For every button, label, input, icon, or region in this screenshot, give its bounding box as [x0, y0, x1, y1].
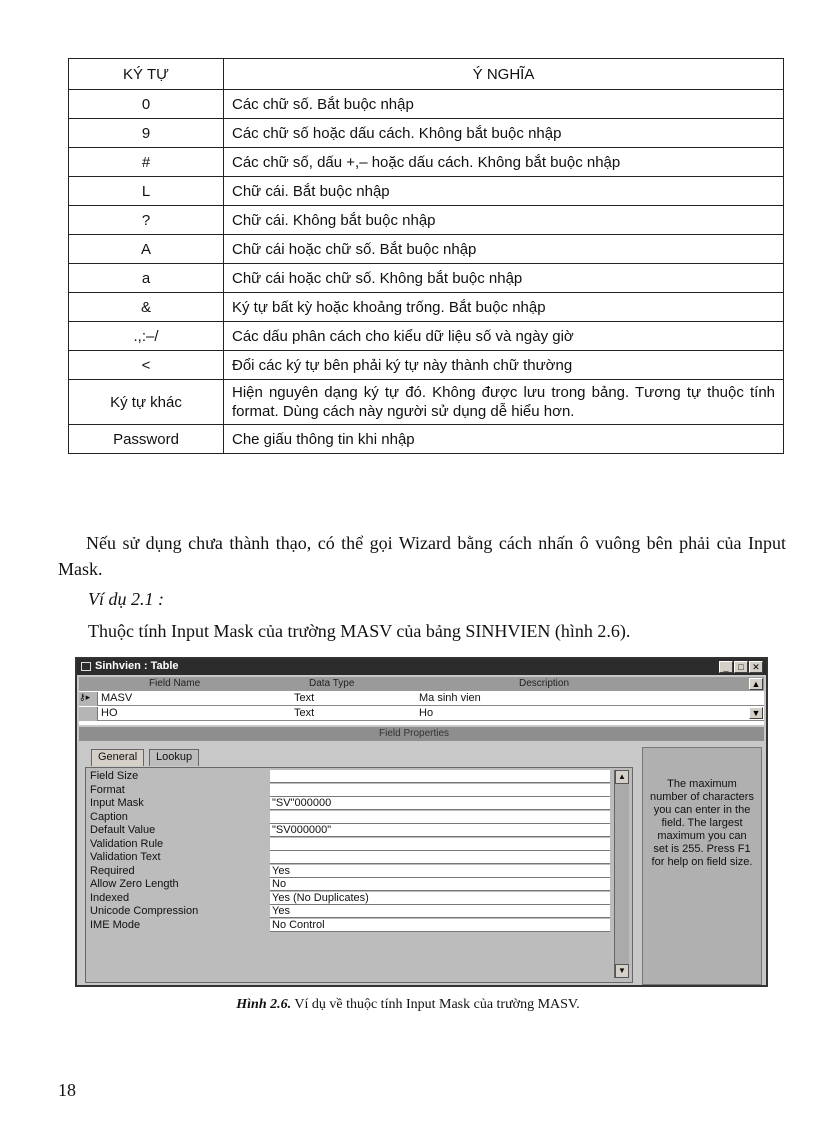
property-value[interactable]: [270, 851, 610, 864]
table-row: [69, 119, 784, 148]
close-button[interactable]: ✕: [749, 661, 763, 673]
property-label: Validation Text: [90, 851, 161, 863]
table-row: [69, 322, 784, 351]
property-label: Input Mask: [90, 797, 144, 809]
grid-row[interactable]: [79, 691, 764, 706]
grid-field-name: HO: [101, 707, 118, 719]
property-row[interactable]: [86, 838, 632, 852]
grid-scroll-down-icon[interactable]: ▼: [749, 707, 763, 719]
property-value[interactable]: No: [270, 878, 610, 891]
field-properties-bar: [79, 727, 764, 741]
property-row[interactable]: [86, 919, 632, 933]
property-label: Caption: [90, 810, 128, 823]
header-meaning: Ý NGHĨA: [224, 59, 784, 90]
grid-row[interactable]: [79, 706, 764, 721]
wizard-paragraph: Nếu sử dụng chưa thành thạo, có thể gọi Wizard bằng cách nhấn ô vuông bên phải của Input Mask.: [58, 533, 786, 579]
property-row[interactable]: [86, 865, 632, 879]
property-value[interactable]: Yes: [270, 905, 610, 918]
meaning-cell: Chữ cái. Không bắt buộc nhập: [224, 206, 784, 235]
table-row: [69, 264, 784, 293]
table-row: [69, 293, 784, 322]
char-cell: Ký tự khác: [69, 380, 224, 425]
table-header-row: [69, 59, 784, 90]
scroll-up-icon[interactable]: ▲: [615, 770, 629, 784]
property-label: Default Value: [90, 824, 156, 836]
property-row[interactable]: [86, 784, 632, 798]
property-label: Allow Zero Length: [90, 878, 179, 890]
meaning-cell: Các dấu phân cách cho kiểu dữ liệu số và ngày giờ: [224, 322, 784, 351]
caption-label: Hình 2.6.: [236, 997, 292, 1012]
access-table-window: [75, 657, 768, 987]
property-value[interactable]: Yes (No Duplicates): [270, 892, 610, 905]
char-cell: Password: [69, 425, 224, 454]
meaning-cell: Chữ cái hoặc chữ số. Bắt buộc nhập: [224, 235, 784, 264]
minimize-button[interactable]: _: [719, 661, 733, 673]
property-value[interactable]: [270, 811, 610, 824]
property-label: IME Mode: [90, 918, 141, 931]
grid-data-type: Text: [294, 707, 315, 719]
tab-general[interactable]: General: [91, 749, 144, 766]
meaning-cell: Hiện nguyên dạng ký tự đó. Không được lưu trong bảng. Tương tự thuộc tính format. Dùng cách này người sử dụng dễ hiểu hơn.: [224, 380, 784, 425]
meaning-cell: Đổi các ký tự bên phải ký tự này thành chữ thường: [224, 351, 784, 380]
property-row[interactable]: [86, 811, 632, 825]
property-row[interactable]: [86, 878, 632, 892]
meaning-cell: Các chữ số, dấu +,– hoặc dấu cách. Không bắt buộc nhập: [224, 148, 784, 177]
table-row: [69, 206, 784, 235]
field-name-header: Field Name: [149, 678, 201, 689]
meaning-cell: Ký tự bất kỳ hoặc khoảng trống. Bắt buộc nhập: [224, 293, 784, 322]
properties-panel: [85, 767, 633, 983]
row-selector: [79, 707, 98, 721]
property-value[interactable]: [270, 838, 610, 851]
example-heading: Ví dụ 2.1 :: [88, 589, 164, 609]
grid-field-name: MASV: [101, 692, 133, 704]
table-row: [69, 177, 784, 206]
caption-text: Ví dụ về thuộc tính Input Mask của trường MASV.: [291, 997, 580, 1012]
property-value[interactable]: [270, 784, 610, 797]
grid-scroll-up-icon[interactable]: ▲: [749, 678, 763, 690]
property-label: Required: [90, 864, 135, 877]
char-cell: 0: [69, 90, 224, 119]
properties-scrollbar[interactable]: [614, 770, 629, 978]
char-cell: <: [69, 351, 224, 380]
meaning-cell: Chữ cái hoặc chữ số. Không bắt buộc nhập: [224, 264, 784, 293]
property-row[interactable]: [86, 892, 632, 906]
property-row[interactable]: [86, 824, 632, 838]
meaning-cell: Che giấu thông tin khi nhập: [224, 425, 784, 454]
char-cell: #: [69, 148, 224, 177]
meaning-cell: Các chữ số. Bắt buộc nhập: [224, 90, 784, 119]
figure-caption: [0, 997, 816, 1013]
tab-lookup[interactable]: Lookup: [149, 749, 199, 766]
property-value[interactable]: No Control: [270, 919, 610, 932]
table-row: [69, 425, 784, 454]
property-label: Field Size: [90, 770, 139, 782]
char-cell: .,:–/: [69, 322, 224, 351]
char-cell: A: [69, 235, 224, 264]
char-cell: a: [69, 264, 224, 293]
field-properties-label: Field Properties: [379, 728, 450, 739]
grid-data-type: Text: [294, 692, 315, 704]
property-label: Indexed: [90, 891, 130, 904]
meaning-cell: Chữ cái. Bắt buộc nhập: [224, 177, 784, 206]
property-row[interactable]: [86, 770, 632, 784]
char-cell: L: [69, 177, 224, 206]
page-number: 18: [58, 1080, 76, 1100]
property-label: Format: [90, 783, 125, 796]
meaning-cell: Các chữ số hoặc dấu cách. Không bắt buộc nhập: [224, 119, 784, 148]
grid-description: Ho: [419, 707, 434, 719]
property-value[interactable]: [270, 770, 610, 783]
property-row[interactable]: [86, 851, 632, 865]
maximize-button[interactable]: □: [734, 661, 748, 673]
char-cell: 9: [69, 119, 224, 148]
table-icon: [81, 662, 91, 671]
property-value[interactable]: "SV000000": [270, 824, 610, 837]
table-row: [69, 380, 784, 425]
field-grid: [79, 677, 764, 725]
char-cell: &: [69, 293, 224, 322]
grid-header: [79, 677, 764, 691]
property-value[interactable]: Yes: [270, 865, 610, 878]
example-paragraph: Thuộc tính Input Mask của trường MASV của bảng SINHVIEN (hình 2.6).: [88, 621, 631, 641]
window-title: Sinhvien : Table: [95, 660, 179, 672]
property-row[interactable]: [86, 797, 632, 811]
data-type-header: Data Type: [309, 678, 355, 689]
table-row: [69, 351, 784, 380]
table-row: [69, 148, 784, 177]
table-row: [69, 90, 784, 119]
property-label: Validation Rule: [90, 837, 164, 850]
description-header: Description: [519, 678, 570, 689]
primary-key-icon: ⚷▸: [79, 692, 98, 706]
property-label: Unicode Compression: [90, 905, 199, 917]
input-mask-table: [68, 58, 784, 454]
property-value[interactable]: "SV"000000: [270, 797, 610, 810]
table-row: [69, 235, 784, 264]
grid-description: Ma sinh vien: [419, 692, 481, 704]
window-titlebar: [77, 659, 766, 675]
char-cell: ?: [69, 206, 224, 235]
help-text: The maximum number of characters you can enter in the field. The largest maximum you can set is 255. Press F1 for help on field size.: [650, 778, 754, 868]
header-char: KÝ TỰ: [69, 59, 224, 90]
property-row[interactable]: [86, 905, 632, 919]
scroll-down-icon[interactable]: ▼: [615, 964, 629, 978]
help-panel: [642, 747, 762, 985]
